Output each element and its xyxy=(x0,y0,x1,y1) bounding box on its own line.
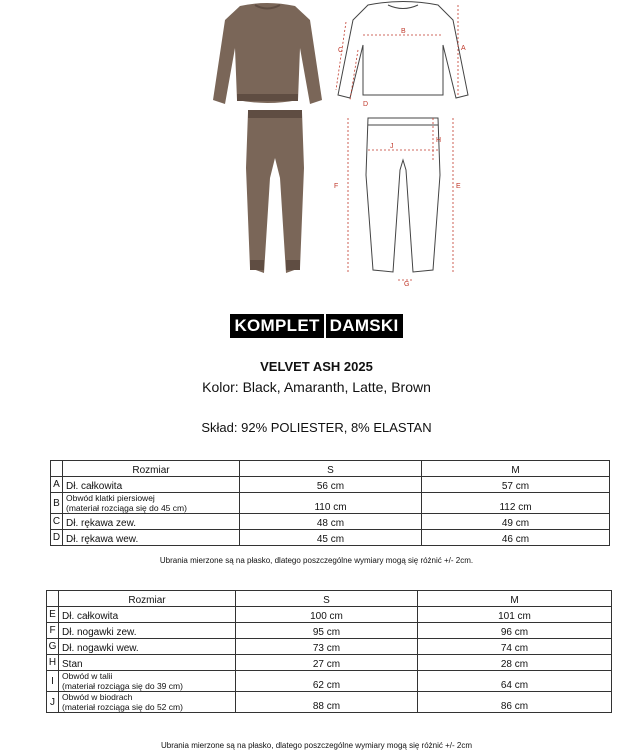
table-header-row xyxy=(47,591,612,607)
table-row: G Dł. nogawki wew. 73 cm 74 cm xyxy=(47,639,612,655)
page-heading xyxy=(0,314,633,338)
dim-label-h: H xyxy=(436,137,442,144)
m-col-header: M xyxy=(418,591,612,607)
dim-label-c: C xyxy=(338,47,344,54)
table-header-row xyxy=(51,461,610,477)
heading-word-2: DAMSKI xyxy=(326,314,403,338)
table-row: H Stan 27 cm 28 cm xyxy=(47,655,612,671)
technical-drawing xyxy=(328,0,478,288)
table-row: A Dł. całkowita 56 cm 57 cm xyxy=(51,477,610,493)
dim-label-e: E xyxy=(456,183,461,190)
size-col-header: Rozmiar xyxy=(59,591,236,607)
sweatshirt-photo xyxy=(210,0,325,110)
dim-label-a: A xyxy=(461,45,466,52)
pants-photo xyxy=(240,108,310,278)
size-table-bottom xyxy=(46,590,612,713)
colors-line: Kolor: Black, Amaranth, Latte, Brown xyxy=(202,379,431,395)
table-note-top: Ubrania mierzone są na płasko, dlatego poszczególne wymiary mogą się różnić +/- 2cm. xyxy=(159,556,474,565)
size-table-top xyxy=(50,460,610,546)
heading-word-1: KOMPLET xyxy=(230,314,323,338)
m-col-header: M xyxy=(422,461,610,477)
dim-label-f: F xyxy=(334,183,339,190)
dim-label-b: B xyxy=(401,28,406,35)
dim-label-d: D xyxy=(363,101,369,108)
composition-line: Skład: 92% POLIESTER, 8% ELASTAN xyxy=(201,420,432,435)
s-col-header: S xyxy=(240,461,422,477)
table-row: D Dł. rękawa wew. 45 cm 46 cm xyxy=(51,530,610,546)
table-row: J Obwód w biodrach (materiał rozciąga się do 52 cm) 88 cm 86 cm xyxy=(47,692,612,713)
s-col-header: S xyxy=(236,591,418,607)
table-row: I Obwód w talii (materiał rozciąga się do 39 cm) 62 cm 64 cm xyxy=(47,671,612,692)
table-note-bottom: Ubrania mierzone są na płasko, dlatego poszczególne wymiary mogą się różnić +/- 2cm xyxy=(160,741,473,750)
size-col-header: Rozmiar xyxy=(63,461,240,477)
table-row: E Dł. całkowita 100 cm 101 cm xyxy=(47,607,612,623)
dim-label-g: G xyxy=(404,281,410,288)
table-row: C Dł. rękawa zew. 48 cm 49 cm xyxy=(51,514,610,530)
product-name: VELVET ASH 2025 xyxy=(260,359,373,374)
table-row: B Obwód klatki piersiowej (materiał rozciąga się do 45 cm) 110 cm 112 cm xyxy=(51,493,610,514)
table-row: F Dł. nogawki zew. 95 cm 96 cm xyxy=(47,623,612,639)
dim-label-j: J xyxy=(390,143,394,150)
